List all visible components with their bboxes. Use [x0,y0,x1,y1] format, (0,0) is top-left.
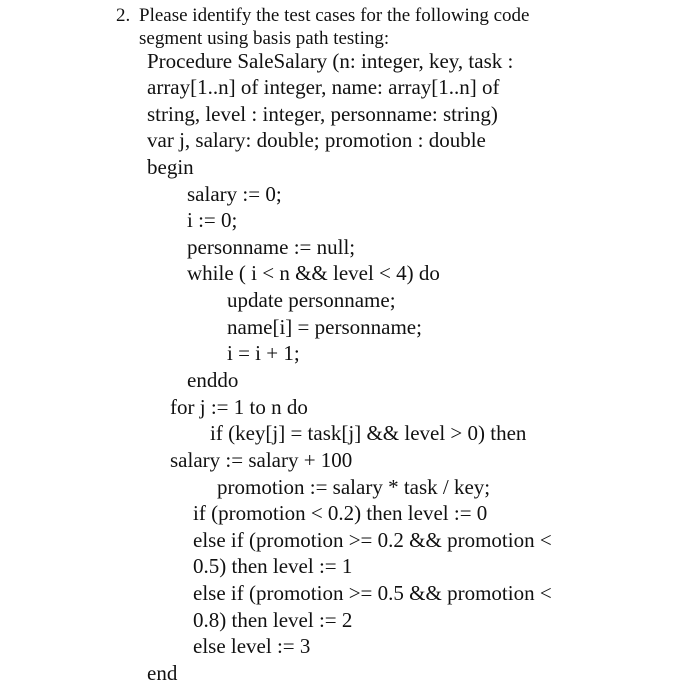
code-line: enddo [187,368,239,392]
code-line: string, level : integer, personname: string) [147,102,498,126]
code-line: salary := salary + 100 [170,448,353,472]
code-line: else level := 3 [193,634,311,658]
code-line: else if (promotion >= 0.5 && promotion < [193,581,552,605]
code-line: 0.8) then level := 2 [193,608,353,632]
code-line: if (promotion < 0.2) then level := 0 [193,501,488,525]
code-line: i = i + 1; [227,341,300,365]
code-line: if (key[j] = task[j] && level > 0) then [210,421,527,445]
code-line: begin [147,155,194,179]
code-line: for j := 1 to n do [170,395,308,419]
code-line: end [147,661,178,685]
question-text-line-2: segment using basis path testing: [139,28,390,49]
question-text-line-1: Please identify the test cases for the following code [139,5,530,26]
code-line: i := 0; [187,208,238,232]
code-line: var j, salary: double; promotion : double [147,128,486,152]
code-line: update personname; [227,288,396,312]
code-line: promotion := salary * task / key; [217,475,491,499]
code-line: name[i] = personname; [227,315,422,339]
question-number: 2. [116,5,131,26]
code-line: else if (promotion >= 0.2 && promotion < [193,528,552,552]
code-line: while ( i < n && level < 4) do [187,261,440,285]
code-line: personname := null; [187,235,356,259]
code-line: 0.5) then level := 1 [193,554,353,578]
code-line: Procedure SaleSalary (n: integer, key, task : [147,49,514,73]
code-line: salary := 0; [187,182,282,206]
code-line: array[1..n] of integer, name: array[1..n] of [147,75,500,99]
